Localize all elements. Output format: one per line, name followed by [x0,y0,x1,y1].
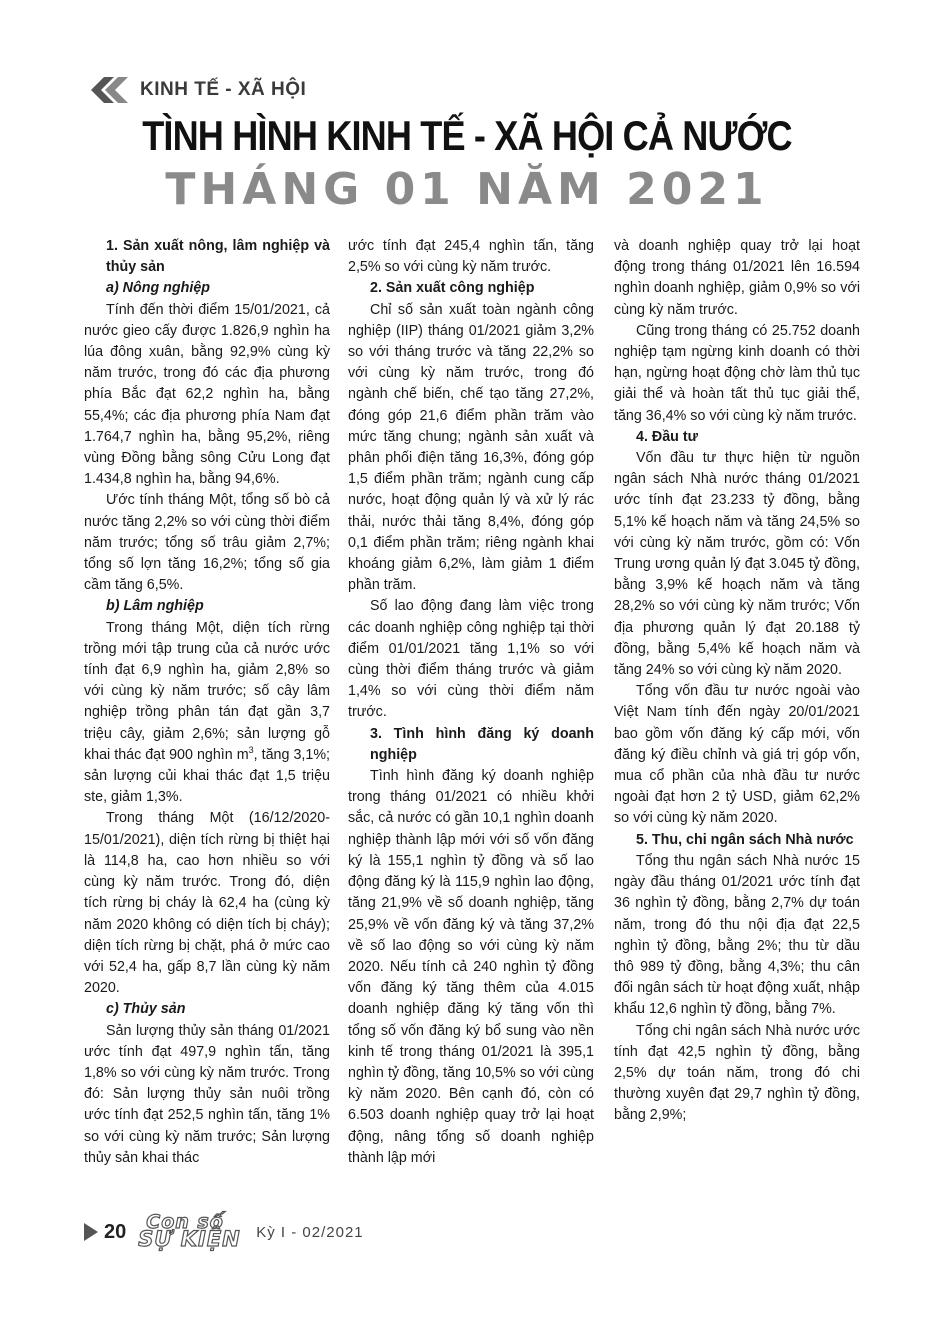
paragraph: Tính đến thời điểm 15/01/2021, cả nước gieo cấy được 1.826,9 nghìn ha lúa đông xuân, bằng 92,9% cùng kỳ năm trước, trong đó các địa phương phía Bắc đạt 62,2 nghìn ha, bằng 55,4%; các địa phương phía Nam đạt 1.764,7 nghìn ha, bằng 95,2%, riêng vùng Đồng bằng sông Cửu Long đạt 1.434,8 nghìn ha, bằng 94,6%. [84,301,330,488]
magazine-logo [138,1211,246,1251]
logo-text-bottom: SỰ KIỆN [138,1227,241,1251]
article-title: TÌNH HÌNH KINH TẾ - XÃ HỘI CẢ NƯỚC [142,112,792,159]
heading-investment: 4. Đầu tư [636,428,698,445]
page-footer [84,1211,364,1251]
heading-industry: 2. Sản xuất công nghiệp [370,280,535,297]
paragraph: Ước tính tháng Một, tổng số bò cả nước tăng 2,2% so với cùng thời điểm năm trước; tổng số trâu giảm 2,7%; tổng số lợn tăng 16,2%; tổng số gia cầm tăng 6,5%. [84,492,330,594]
column-2 [348,236,594,1169]
paragraph: Tổng thu ngân sách Nhà nước 15 ngày đầu tháng 01/2021 ước tính đạt 36 nghìn tỷ đồng, bằng 2,7% dự toán năm, trong đó thu nội địa đạt 22,5 nghìn tỷ đồng, bằng 2%; thu từ dầu thô 989 tỷ đồng, bằng 4,3%; thu cân đối ngân sách từ hoạt động xuất, nhập khẩu 12,6 nghìn tỷ đồng, bằng 7%. [614,852,860,1018]
paragraph: Cũng trong tháng có 25.752 doanh nghiệp tạm ngừng kinh doanh có thời hạn, ngừng hoạt động chờ làm thủ tục giải thể và hoàn tất thủ tục giải thể, tăng 36,4% so với cùng kỳ năm trước. [614,322,860,424]
double-chevron-left-icon [84,77,132,103]
page-number: 20 [104,1220,127,1243]
column-3 [614,236,860,1127]
paragraph: Sản lượng thủy sản tháng 01/2021 ước tính đạt 497,9 nghìn tấn, tăng 1,8% so với cùng kỳ năm trước. Trong đó: Sản lượng thủy sản nuôi trồng ước tính đạt 252,5 nghìn tấn, tăng 1% so với cùng kỳ năm trước; Sản lượng thủy sản khai thác [84,1022,330,1166]
column-1 [84,236,330,1169]
heading-agriculture-forestry-fishery: 1. Sản xuất nông, lâm nghiệp và thủy sản [106,238,330,276]
paragraph: Tổng chi ngân sách Nhà nước ước tính đạt 42,5 nghìn tỷ đồng, bằng 2,5% dự toán năm, trong đó chi thường xuyên đạt 29,7 nghìn tỷ đồng, bằng 2,9%; [614,1022,860,1124]
article-body [84,236,862,1196]
heading-state-budget: 5. Thu, chi ngân sách Nhà nước [636,831,854,848]
paragraph: Trong tháng Một (16/12/2020-15/01/2021), diện tích rừng bị thiệt hại là 114,8 ha, cao hơn nhiều so với cùng kỳ năm trước. Trong đó, diện tích rừng bị cháy là 62,4 ha (cùng kỳ năm 2020 không có diện tích bị cháy); diện tích rừng bị chặt, phá ở mức cao với 52,4 ha, gấp 8,7 lần cùng kỳ năm 2020. [84,810,330,997]
paragraph: Trong tháng Một, diện tích rừng trồng mới tập trung của cả nước ước tính đạt 6,9 nghìn ha, giảm 2,8% so với cùng kỳ năm trước; số cây lâm nghiệp trồng phân tán đạt gần 3,7 triệu cây, giảm 2,6%; sản lượng gỗ khai thác đạt 900 nghìn $m^3$, tăng 3,1%; sản lượng củi khai thác đạt 1,5 triệu ste, giảm 1,3%. [84,619,330,806]
heading-business-registration: 3. Tình hình đăng ký doanh nghiệp [370,725,594,763]
logo-text-top: Con số [146,1211,224,1233]
subheading-fishery: c) Thủy sản [106,1001,186,1018]
paragraph: Vốn đầu tư thực hiện từ nguồn ngân sách Nhà nước tháng 01/2021 ước tính đạt 23.233 tỷ đồng, bằng 5,1% kế hoạch năm và tăng 24,5% so với cùng kỳ năm trước, gồm có: Vốn Trung ương quản lý đạt 3.045 tỷ đồng, bằng 3,9% kế hoạch năm và tăng 28,2% so với cùng kỳ năm trước; Vốn địa phương quản lý đạt 20.188 tỷ đồng, bằng 5,4% kế hoạch năm và tăng 24% so với cùng kỳ năm 2020. [614,450,860,679]
subheading-agriculture: a) Nông nghiệp [106,280,211,297]
paragraph: ước tính đạt 245,4 nghìn tấn, tăng 2,5% so với cùng kỳ năm trước. [348,238,594,276]
paragraph: Tình hình đăng ký doanh nghiệp trong tháng 01/2021 có nhiều khởi sắc, cả nước có gần 10,1 nghìn doanh nghiệp thành lập mới với số vốn đăng ký là 155,1 nghìn tỷ đồng và số lao động đăng ký là 115,9 nghìn lao động, tăng 21,9% về số doanh nghiệp, tăng 25,9% về vốn đăng ký và tăng 37,2% về số lao động so với cùng kỳ năm 2020. Nếu tính cả 240 nghìn tỷ đồng vốn đăng ký tăng thêm của 4.015 doanh nghiệp đăng ký tăng vốn thì tổng số vốn đăng ký bổ sung vào nền kinh tế trong tháng 01/2021 là 395,1 nghìn tỷ đồng, tăng 10,5% so với cùng kỳ năm 2020. Bên cạnh đó, còn có 6.503 doanh nghiệp quay trở lại hoạt động, nâng tổng số doanh nghiệp thành lập mới [348,768,594,1166]
paragraph: và doanh nghiệp quay trở lại hoạt động trong tháng 01/2021 lên 16.594 nghìn doanh nghiệp, giảm 0,9% so với cùng kỳ năm trước. [614,238,860,318]
issue-label: Kỳ I - 02/2021 [256,1223,364,1241]
paragraph: Tổng vốn đầu tư nước ngoài vào Việt Nam tính đến ngày 20/01/2021 bao gồm vốn đăng ký cấp mới, vốn đăng ký điều chỉnh và giá trị góp vốn, mua cổ phần của nhà đầu tư nước ngoài đạt hơn 2 tỷ USD, giảm 62,2% so với cùng kỳ năm 2020. [614,683,860,827]
triangle-right-icon [84,1223,98,1241]
paragraph: Chỉ số sản xuất toàn ngành công nghiệp (IIP) tháng 01/2021 giảm 3,2% so với tháng trước và tăng 22,2% so với cùng kỳ năm trước, trong đó ngành chế biến, chế tạo tăng 27,2%, đóng góp 21,6 điểm phần trăm vào mức tăng chung; ngành sản xuất và phân phối điện tăng 16,3%, đóng góp 1,5 điểm phần trăm; ngành cung cấp nước, hoạt động quản lý và xử lý rác thải, nước thải tăng 8,4%, đóng góp 0,1 điểm phần trăm; riêng ngành khai khoáng giảm 6,2%, làm giảm 1 điểm phần trăm. [348,301,594,594]
section-label: KINH TẾ - XÃ HỘI [140,79,307,100]
section-header [84,76,306,104]
paragraph: Số lao động đang làm việc trong các doanh nghiệp công nghiệp tại thời điểm 01/01/2021 tăng 1,1% so với cùng thời điểm tháng trước và giảm 1,4% so với cùng thời điểm năm trước. [348,598,594,721]
subheading-forestry: b) Lâm nghiệp [106,598,204,615]
article-subtitle: THÁNG 01 NĂM 2021 [165,164,769,215]
